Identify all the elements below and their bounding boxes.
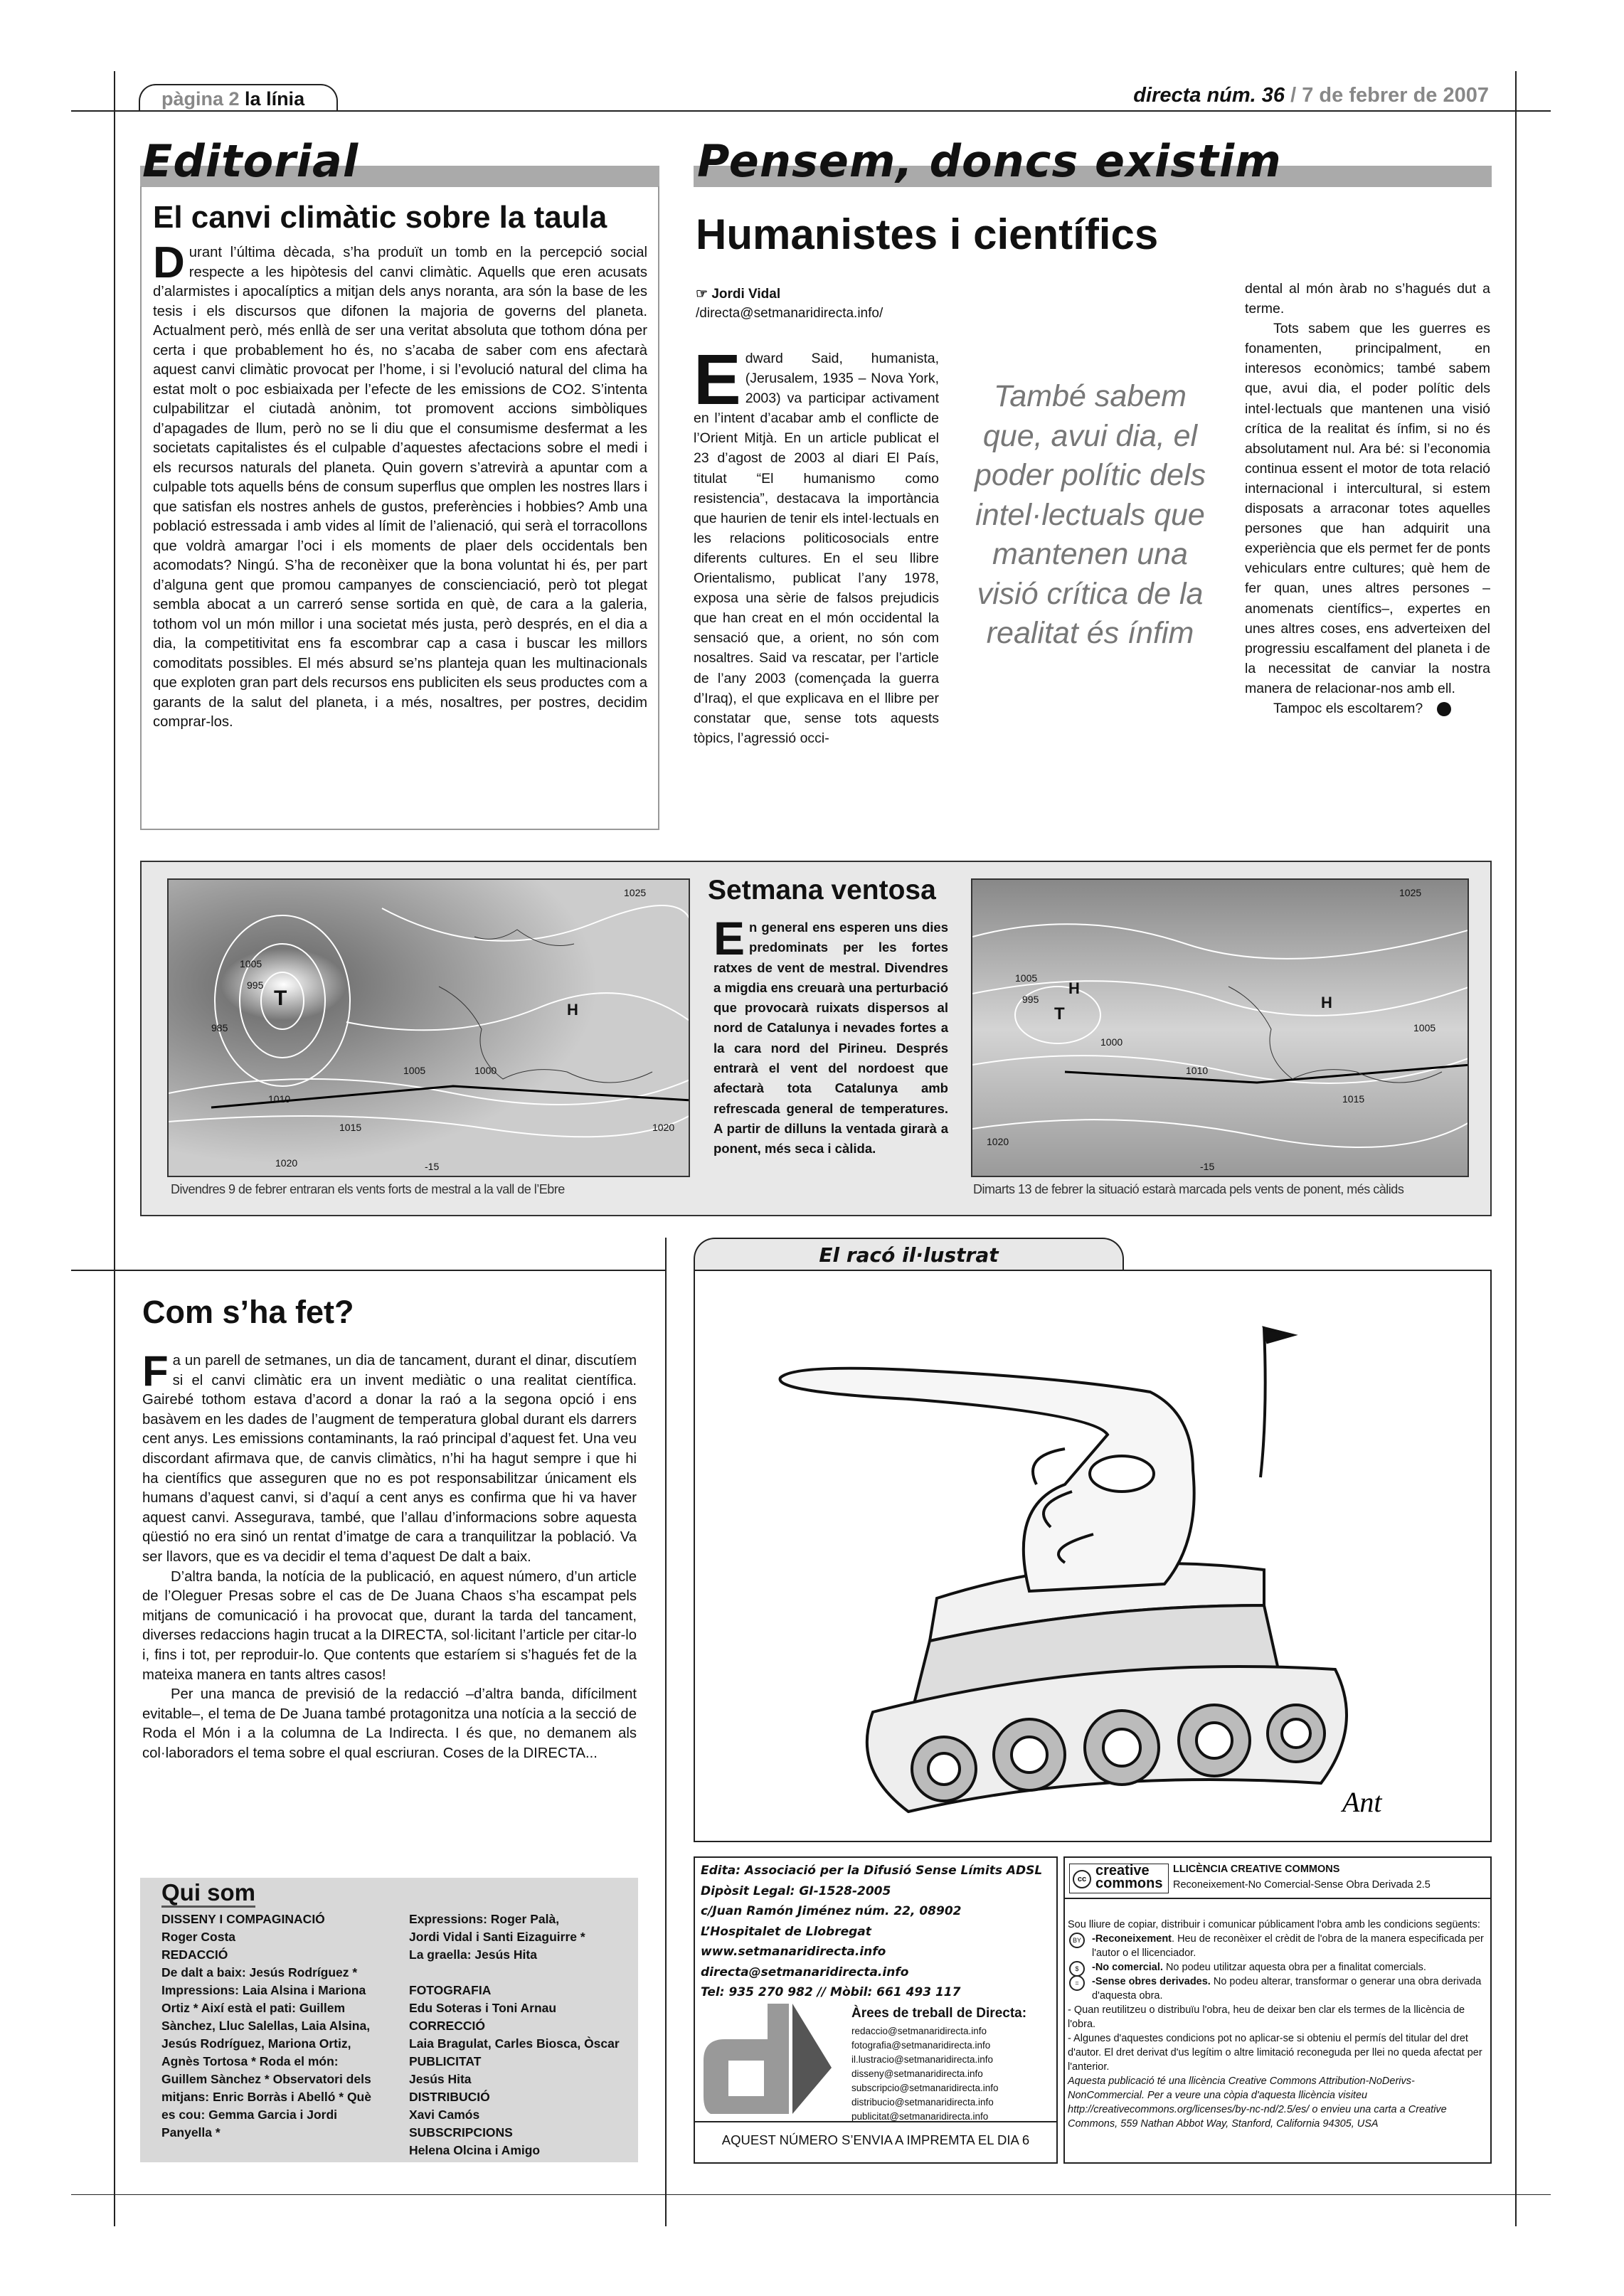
how-body [142,1347,637,1763]
isobar-label: 1000 [474,1065,497,1076]
list-line: Edita: Associació per la Difusió Sense Límits ADSL [701,1864,1043,1878]
weather-headline: Setmana ventosa [708,875,936,905]
list-line: Jordi Vidal i Santi Eizaguirre * [409,1930,585,1944]
opinion-section-title: Pensem, doncs existim [697,135,1282,187]
isobar-label: 1005 [403,1065,426,1076]
high-pressure-label: H [1068,979,1080,997]
issue-date: 7 de febrer de 2007 [1302,84,1489,107]
isobar-label: 1020 [652,1122,675,1133]
isobar-label: 985 [211,1022,228,1033]
condition-text: No podeu utilitzar aquesta obra per a finalitat comercials. [1162,1962,1426,1973]
isobar-label: 1025 [624,887,647,898]
weather-body [713,912,948,1159]
cartoon-section-tab: El racó il·lustrat [694,1238,1124,1271]
hand-pointer-icon: ☞ [696,287,712,302]
list-line: Ortiz * Així està el pati: Guillem [161,2001,346,2015]
list-line: distribucio@setmanaridirecta.info [851,2097,994,2108]
license-divider [1065,1898,1490,1899]
list-line: CORRECCIÓ [409,2019,485,2033]
column-rule [665,1238,667,2226]
license-note: - Quan reutilitzeu o distribuïu l'obra, heu de deixar ben clar els termes de la llicència de l'obra. [1068,2004,1465,2030]
page-rule-left [114,71,115,2226]
how-text-1: a un parell de setmanes, un dia de tancament, durant el dinar, discutíem si el canvi climàtic era un invent mediàtic o una realitat científica. Gairebé tothom estava d’acord a donar la raó a la segona opció i ens basàvem en les dades de l’augment de temperatura global durant els darrers cent anys. Les emissions contaminants, la raó principal d’aquest fet. Una veu discordant afirmava que, de canvis climàtics, n’hi ha hagut sempre i que hi ha científics que asseguren que no es pot responsabilitzar únicament els humans d’aquest canvi, si d’aquí a cent anys es confirma que hi va haver aquest canvi. Assegurava, també, que l’allau d’informacions sobre aquesta qüestió no era sinó un rentat d’imatge de cara a tranquilitzar la població. Va ser llavors, que es va decidir el tema d’aquest De dalt a baix. [142,1353,637,1565]
drop-cap: E [694,340,741,420]
staff-box [140,1878,638,2162]
publisher-info [701,1861,1042,2003]
list-line: fotografia@setmanaridirecta.info [851,2040,991,2051]
list-line: De dalt a baix: Jesús Rodríguez * [161,1965,358,1979]
page-section-tab [139,84,338,111]
isobar-label: 1005 [1413,1022,1436,1033]
map2-caption: Dimarts 13 de febrer la situació estarà marcada pels vents de ponent, més càlids [973,1182,1404,1196]
condition-term: -Sense obres derivades. [1092,1976,1211,1987]
list-line: subscripcio@setmanaridirecta.info [851,2083,999,2093]
list-line: L’Hospitalet de Llobregat [701,1924,871,1939]
license-box [1063,1856,1492,2164]
directa-end-mark-icon: d [1437,702,1451,716]
isobar-map-2 [972,880,1469,1177]
license-condition [1068,1960,1487,1975]
how-text-2: D’altra banda, la notícia de la publicació, en aquest número, d’un article de l’Oleguer Presas sobre el cas de De Juana Chaos s’ha escampat pels mitjans de comunicació i ha provocat que, durant la tarda del tancament, diverses redaccions hagin trucat a la DIRECTA, sol·licitant l’article per citar-lo i, fins i tot, per reproduir-lo. Que contents que estaríem si s’hagués fet de la mateixa manera en tants altres casos! [142,1568,637,1683]
list-line: PUBLICITAT [409,2054,482,2068]
cartoon-hand-tank-illustration [695,1271,1490,1841]
how-headline: Com s’ha fet? [142,1294,354,1330]
editorial-text: urant l’última dècada, s’ha produït un tomb en la percepció social respecte a les hipòtesis del canvi climàtic. Aquells que eren acusats d’alarmistes i apocalíptics a mitjan dels anys noranta, ara són la base de les tesis i els discursos que difonen la majoria de governs del planeta. Actualment però, més enllà de ser una veritat absoluta que tothom dóna per certa i que probablement ho és, no s’acaba de saber com ens afectarà aquest canvi climàtic provocat per l’home, i si l’evolució natural del clima ha estat molt o poc esbiaixada per l’efecte de les emissions de CO2. S’intenta culpabilitzar el ciutadà anònim, tot promovent accions simbòliques d’apagades de llum, però no se li diu que el consumisme desfermat a les societats capitalistes és el culpable d’aquestes afectacions sobre el medi i els recursos naturals del planeta. Quin govern s’atrevirà a apuntar com a culpable tots aquells béns de consum superflus que omplen les nostres llars i que satisfan els nostres anhels de gustos, preferències i hobbies? Amb una població estressada i amb vides al límit de l’alienació, qui serà el torracollons que voldrà amargar l’oci i els moments de plaer dels occidentals ben acomodats? Ningú. S’ha de reconèixer que la bona voluntat hi és, per part d’alguna gent que promou campanyes de conscienciació, però tot plegat sembla abocat a un carreró sense sortida en què, de cara a la galeria, tothom vol un món millor i una societat més justa, però després, en el dia a dia, la competitivitat ens fa escombrar cap a casa i buscar les millors comoditats possibles. El més absurd se’ns planteja quan les multinacionals que exploten gran part dels recursos ens publiciten els seus productes com a garants de la salut del planeta, i a més, nosaltres, per postres, decidim comprar-los. [153,245,647,730]
opinion-column-3 [1245,279,1490,718]
list-line: Laia Bragulat, Carles Biosca, Òscar [409,2036,620,2051]
license-condition [1068,1932,1487,1960]
page-rule-right [1515,71,1517,2226]
drop-cap: F [142,1347,169,1395]
isobar-label: 1020 [987,1136,1009,1147]
isobar-label: 1025 [1399,887,1422,898]
creative-commons-logo [1069,1864,1169,1893]
list-line: Edu Soteras i Toni Arnau [409,2001,557,2015]
areas-title: Àrees de treball de Directa: [851,2006,1027,2021]
cc-icon: cc [1073,1870,1091,1888]
list-line: Impressions: Laia Alsina i Mariona [161,1983,366,1997]
license-italic-note: Aquesta publicació té una llicència Creative Commons Attribution-NoDerivs-NonCommercial. Per a veure una còpia d'aquesta llicència visiteu http://creativecommons.org/licenses/by-nc-nd/2.5/es/ o envieu una carta a Creative Commons, 559 Nathan Abbot Way, Stanford, California 94305, USA [1068,2076,1447,2130]
list-line: Dipòsit Legal: GI-1528-2005 [701,1883,891,1898]
map1-caption: Divendres 9 de febrer entraran els vents forts de mestral a la vall de l’Ebre [171,1182,565,1196]
license-title: LLICÈNCIA CREATIVE COMMONS [1173,1864,1340,1875]
section-rule [71,1270,665,1271]
list-line: Expressions: Roger Palà, [409,1912,560,1926]
author-byline [696,286,780,302]
isobar-label: 1015 [1342,1093,1365,1105]
list-line: Jesús Rodríguez, Mariona Ortiz, [161,2036,351,2051]
author-name: Jordi Vidal [711,287,781,302]
isobar-label: 995 [1022,994,1039,1005]
opinion-text-1: dward Said, humanista, (Jerusalem, 1935 – Nova York, 2003) va participar activament en l’intent d’acabar amb el conflicte de l’Orient Mitjà. En un article publicat el 23 d’agost de 2003 al diari El País, titulat “El humanismo como resistencia”, destacava la importància que haurien de tenir els intel·lectuals en les relacions politicosocials entre diferents cultures. En el seu llibre Orientalismo, publicat l’any 1978, exposa una sèrie de falsos prejudicis que han creat en el món occidental la sensació que, a orient, no són com nosaltres. Said va rescatar, per l’article de l’any 2003 (començada la guerra d’Iraq), el que explicava en el llibre per constatar que, sense tots aquests tòpics, l’agressió occi- [694,351,939,746]
separator: / [1290,84,1297,107]
high-pressure-label: H [567,1001,578,1019]
publication-issue: directa núm. 36 [1133,84,1285,107]
editorial-headline: El canvi climàtic sobre la taula [153,200,607,235]
license-conditions [1068,1932,1487,2003]
isobar-map-1 [169,880,690,1177]
list-line: directa@setmanaridirecta.info [701,1965,909,1979]
colophon-box [694,1856,1058,2164]
list-line: DISSENY I COMPAGINACIÓ [161,1912,325,1926]
opinion-closing: Tampoc els escoltarem? [1273,700,1423,716]
condition-term: -No comercial. [1092,1962,1163,1973]
list-line: redaccio@setmanaridirecta.info [851,2026,987,2036]
license-intro: Sou lliure de copiar, distribuir i comunicar públicament l'obra amb les condicions següents: [1068,1919,1480,1930]
license-subtitle: Reconeixement-No Comercial-Sense Obra Derivada 2.5 [1173,1879,1431,1891]
list-line: es cou: Gemma Garcia i Jordi [161,2108,338,2122]
isobar-label: 1020 [275,1157,298,1169]
staff-list-right [409,1910,637,2159]
how-text-3: Per una manca de previsió de la redacció –d’altra banda, difícilment evitable–, el tema de De Juana també protagonitza una notícia a la secció de Roda el Món i a la columna de La Indirecta. I és que, no demanem als col·laboradors el tema sobre el qual escriuran. Coses de la DIRECTA... [142,1686,637,1761]
list-line: Jesús Hita [409,2072,472,2086]
list-line: mitjans: Enric Borràs i Abelló * Què [161,2090,371,2104]
list-line: Sànchez, Lluc Salellas, Laia Alsina, [161,2019,371,2033]
list-line: disseny@setmanaridirecta.info [851,2068,983,2079]
staff-title: Qui som [161,1881,255,1908]
list-line: publicitat@setmanaridirecta.info [851,2111,989,2122]
list-line: FOTOGRAFIA [409,1983,492,1997]
list-line: Agnès Tortosa * Roda el món: [161,2054,339,2068]
isobar-label: 1010 [268,1093,291,1105]
list-line: Guillem Sànchez * Observatori dels [161,2072,371,2086]
weather-map-tuesday [971,878,1469,1177]
section-name: la línia [245,88,305,110]
drop-cap: E [713,912,745,964]
artist-signature: Ant [1342,1786,1382,1818]
isobar-label: 1015 [339,1122,362,1133]
directa-logo [704,2004,839,2117]
condition-term: -Reconeixement [1092,1933,1172,1945]
list-line: Roger Costa [161,1930,236,1944]
pull-quote: També sabem que, avui dia, el poder polític dels intel·lectuals que mantenen una visió crítica de la realitat és ínfim [974,379,1206,650]
list-line: www.setmanaridirecta.info [701,1945,886,1959]
issue-info [1133,84,1489,107]
condition-text: . Heu de reconèixer el crèdit de l'obra de la manera especificada per l'autor o el llicenciador. [1092,1933,1484,1959]
list-line: c/Juan Ramón Jiménez núm. 22, 08902 [701,1904,962,1918]
license-condition-icon: $ [1069,1961,1085,1977]
author-email: /directa@setmanaridirecta.info/ [696,306,883,321]
opinion-headline: Humanistes i científics [696,211,1159,258]
drop-cap: D [153,238,185,287]
weather-text: n general ens esperen uns dies predominats per les fortes ratxes de vent de mestral. Divendres a migdia ens creuarà una perturbació que provocarà ruixats dispersos al nord de Catalunya i nevades fortes a la cara nord del Pirineu. Després entrarà el vent del nordoest que afectarà tota Catalunya amb refrescada general de temperatures. A partir de dilluns la ventada girarà a ponent, més seca i càlida. [713,920,948,1157]
list-line: La graella: Jesús Hita [409,1947,537,1962]
logo-text: creative [1095,1863,1150,1878]
list-line: il.lustracio@setmanaridirecta.info [851,2054,994,2065]
license-note: - Algunes d'aquestes condicions pot no aplicar-se si obteniu el permís del titular del dret d'autor. El dret derivat d'us legítim o altre limitació reconeguda per llei no queda afectat per l'anterior. [1068,2033,1482,2073]
editorial-box [140,186,659,830]
high-pressure-label: H [1321,994,1332,1011]
work-area-emails [851,2024,999,2124]
print-notice: AQUEST NÚMERO S’ENVIA A IMPREMTA EL DIA 6 [695,2121,1056,2162]
isotherm-label: -15 [1200,1161,1215,1172]
staff-list-left [161,1910,403,2142]
list-line: Panyella * [161,2125,221,2140]
opinion-text-3: Tots sabem que les guerres es fonamenten, principalment, en interesos econòmics; també sabem que, avui dia, el poder polític dels intel·lectuals que mantenen una visió crítica de la realitat és ínfim, si no és absolutament nul. Ara bé: si l’economia continua essent el motor de tota relació internacional i intercultural, si estem disposats a arraconar totes aquelles persones que han adquirit una experiència que els permet fer de ponts vehiculars entre cultures; què hem de fer quan, unes altres persones –anomenats científics–, expertes en unes altres coses, ens adverteixen del progressiu escalfament del planeta i de la necessitat de canviar la nostra manera de relacionar-nos amb ell. [1245,321,1490,696]
license-text [1068,1918,1487,2131]
page-number: pàgina 2 [161,88,240,110]
list-line: Xavi Camós [409,2108,480,2122]
editorial-section-title: Editorial [142,135,359,187]
editorial-body [153,238,647,733]
opinion-column-1 [694,340,939,748]
cartoon-frame [694,1270,1492,1842]
isobar-label: 995 [247,979,264,991]
isobar-label: 1005 [1015,972,1038,984]
list-line: SUBSCRIPCIONS [409,2125,513,2140]
list-line: Helena Olcina i Amigo [409,2143,541,2157]
list-line: Tel: 935 270 982 // Mòbil: 661 493 117 [701,1985,961,1999]
footer-rule [71,2194,1551,2195]
list-line [409,1964,637,1982]
isotherm-label: -15 [425,1161,440,1172]
logo-text: commons [1095,1876,1163,1891]
low-pressure-label: T [1054,1004,1065,1024]
list-line: DISTRIBUCIÓ [409,2090,490,2104]
license-condition-icon: = [1069,1975,1085,1991]
isobar-label: 1005 [240,958,262,969]
license-condition [1068,1975,1487,2003]
list-line: REDACCIÓ [161,1947,228,1962]
isobar-label: 1000 [1100,1036,1123,1048]
opinion-text-2: dental al món àrab no s’hagués dut a terme. [1245,281,1490,317]
license-condition-icon: BY [1069,1933,1085,1948]
weather-map-friday [167,878,690,1177]
low-pressure-label: T [274,987,287,1010]
condition-text: No podeu alterar, transformar o generar una obra derivada d'aquesta obra. [1092,1976,1482,2002]
isobar-label: 1010 [1186,1065,1209,1076]
